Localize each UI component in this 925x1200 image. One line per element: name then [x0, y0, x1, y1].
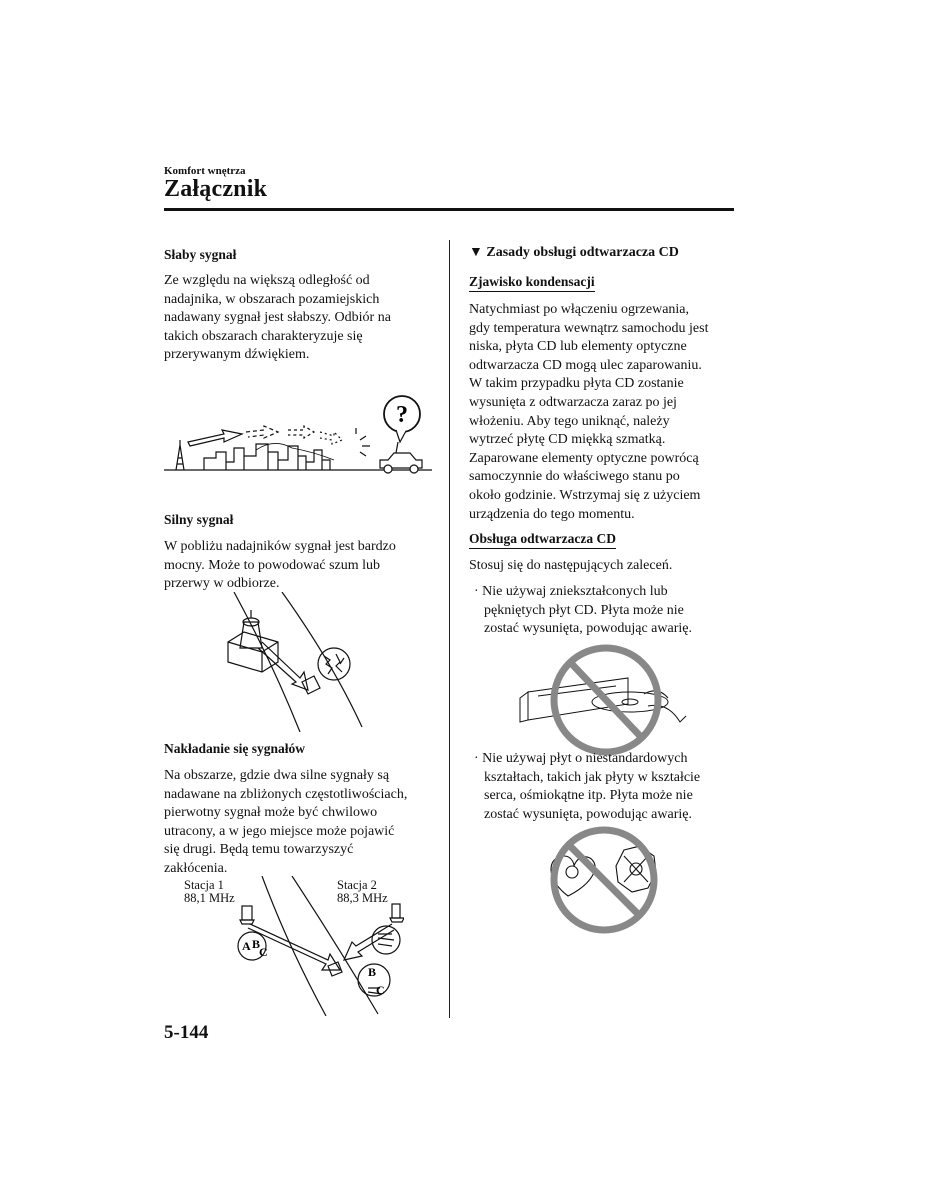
- overlap-illustration: [228, 876, 404, 1016]
- text-line: W takim przypadku płyta CD zostanie: [469, 376, 684, 392]
- text-line: niska, płyta CD lub elementy optyczne: [469, 339, 687, 355]
- text-line: zakłócenia.: [164, 860, 228, 876]
- text-line: utracony, a w jego miejsce może pojawić: [164, 823, 395, 839]
- overlap-text: [164, 767, 407, 879]
- station2-name: Stacja 2: [337, 878, 377, 892]
- no-deformed-cd-illustration: [518, 642, 688, 757]
- weak-signal-text: [164, 272, 391, 365]
- text-line: samoczynnie do właściwego stanu po: [469, 469, 680, 485]
- text-line: wysunięta z odtwarzacza zaraz po jej: [469, 394, 677, 410]
- text-line: pierwotny sygnał może być chwilowo: [164, 805, 378, 821]
- text-line: przerwy w odbiorze.: [164, 576, 280, 592]
- page-title: Załącznik: [164, 176, 268, 202]
- weak-signal-illustration: [164, 390, 432, 475]
- text-line: gdy temperatura wewnątrz samochodu jest: [469, 320, 709, 336]
- station1-name: Stacja 1: [184, 878, 224, 892]
- operation-intro: Stosuj się do następujących zaleceń.: [469, 558, 673, 573]
- text-line: urządzenia do tego momentu.: [469, 506, 635, 522]
- abc-letter-b-2: B: [368, 965, 377, 979]
- weak-signal-heading: Słaby sygnał: [164, 247, 237, 262]
- text-line: Ze względu na większą odległość od: [164, 273, 370, 288]
- operation-subheading: Obsługa odtwarzacza CD: [469, 531, 616, 549]
- overlap-heading: Nakładanie się sygnałów: [164, 741, 306, 756]
- text-line: serca, ośmiokątne itp. Płyta może nie: [484, 788, 693, 804]
- text-line: Na obszarze, gdzie dwa silne sygnały są: [164, 768, 390, 783]
- abc-letter-c: C: [259, 945, 268, 959]
- text-line: przerywanym dźwiękiem.: [164, 347, 310, 363]
- text-line: pękniętych płyt CD. Płyta może nie: [484, 602, 684, 618]
- strong-signal-heading: Silny sygnał: [164, 512, 234, 527]
- text-line: wytrzeć płytę CD miękką szmatką.: [469, 432, 666, 448]
- text-line: Zaparowane elementy optyczne powrócą: [469, 450, 699, 466]
- text-line: W pobliżu nadajników sygnał jest bardzo: [164, 539, 396, 554]
- text-line: odtwarzacza CD mogą ulec zaparowaniu.: [469, 357, 702, 373]
- text-line: się drugi. Będą temu towarzyszyć: [164, 842, 354, 858]
- text-line: około godzinie. Wstrzymaj się z użyciem: [469, 487, 701, 503]
- section-label: Komfort wnętrza: [164, 165, 246, 177]
- condensation-subheading: Zjawisko kondensacji: [469, 274, 595, 292]
- text-line: · Nie używaj zniekształconych lub: [474, 584, 668, 599]
- text-line: nadajnika, w obszarach pozamiejskich: [164, 291, 380, 307]
- strong-signal-illustration: [222, 592, 368, 732]
- station1-freq: 88,1 MHz: [184, 891, 235, 905]
- column-divider: [449, 240, 450, 1018]
- no-shaped-cd-illustration: [544, 826, 668, 936]
- page-number: 5-144: [164, 1022, 209, 1043]
- header-rule: [164, 208, 734, 211]
- text-line: nadawany sygnał jest słabszy. Odbiór na: [164, 310, 391, 326]
- bullet-deformed-cd: [472, 583, 692, 639]
- text-line: włożeniu. Aby tego uniknąć, należy: [469, 413, 670, 429]
- strong-signal-text: [164, 538, 396, 594]
- cd-rules-heading: ▼ Zasady obsługi odtwarzacza CD: [469, 245, 679, 260]
- abc-letter-a: A: [242, 939, 251, 953]
- text-line: zostać wysunięta, powodując awarię.: [484, 806, 692, 822]
- text-line: Natychmiast po włączeniu ogrzewania,: [469, 302, 690, 317]
- text-line: nadawane na zbliżonych częstotliwościach,: [164, 786, 408, 802]
- text-line: takich obszarach charakteryzuje się: [164, 328, 363, 344]
- svg-text:?: ?: [396, 402, 408, 428]
- text-line: kształtach, takich jak płyty w kształcie: [484, 769, 701, 785]
- abc-letter-b: B: [252, 937, 261, 951]
- text-line: · Nie używaj płyt o niestandardowych: [474, 751, 688, 766]
- condensation-text: [469, 301, 708, 524]
- station2-freq: 88,3 MHz: [337, 891, 388, 905]
- abc-letter-c-2: C: [376, 983, 385, 997]
- text-line: zostać wysunięta, powodując awarię.: [484, 621, 692, 637]
- text-line: mocny. Może to powodować szum lub: [164, 557, 381, 573]
- bullet-nonstandard-cd: [472, 750, 700, 824]
